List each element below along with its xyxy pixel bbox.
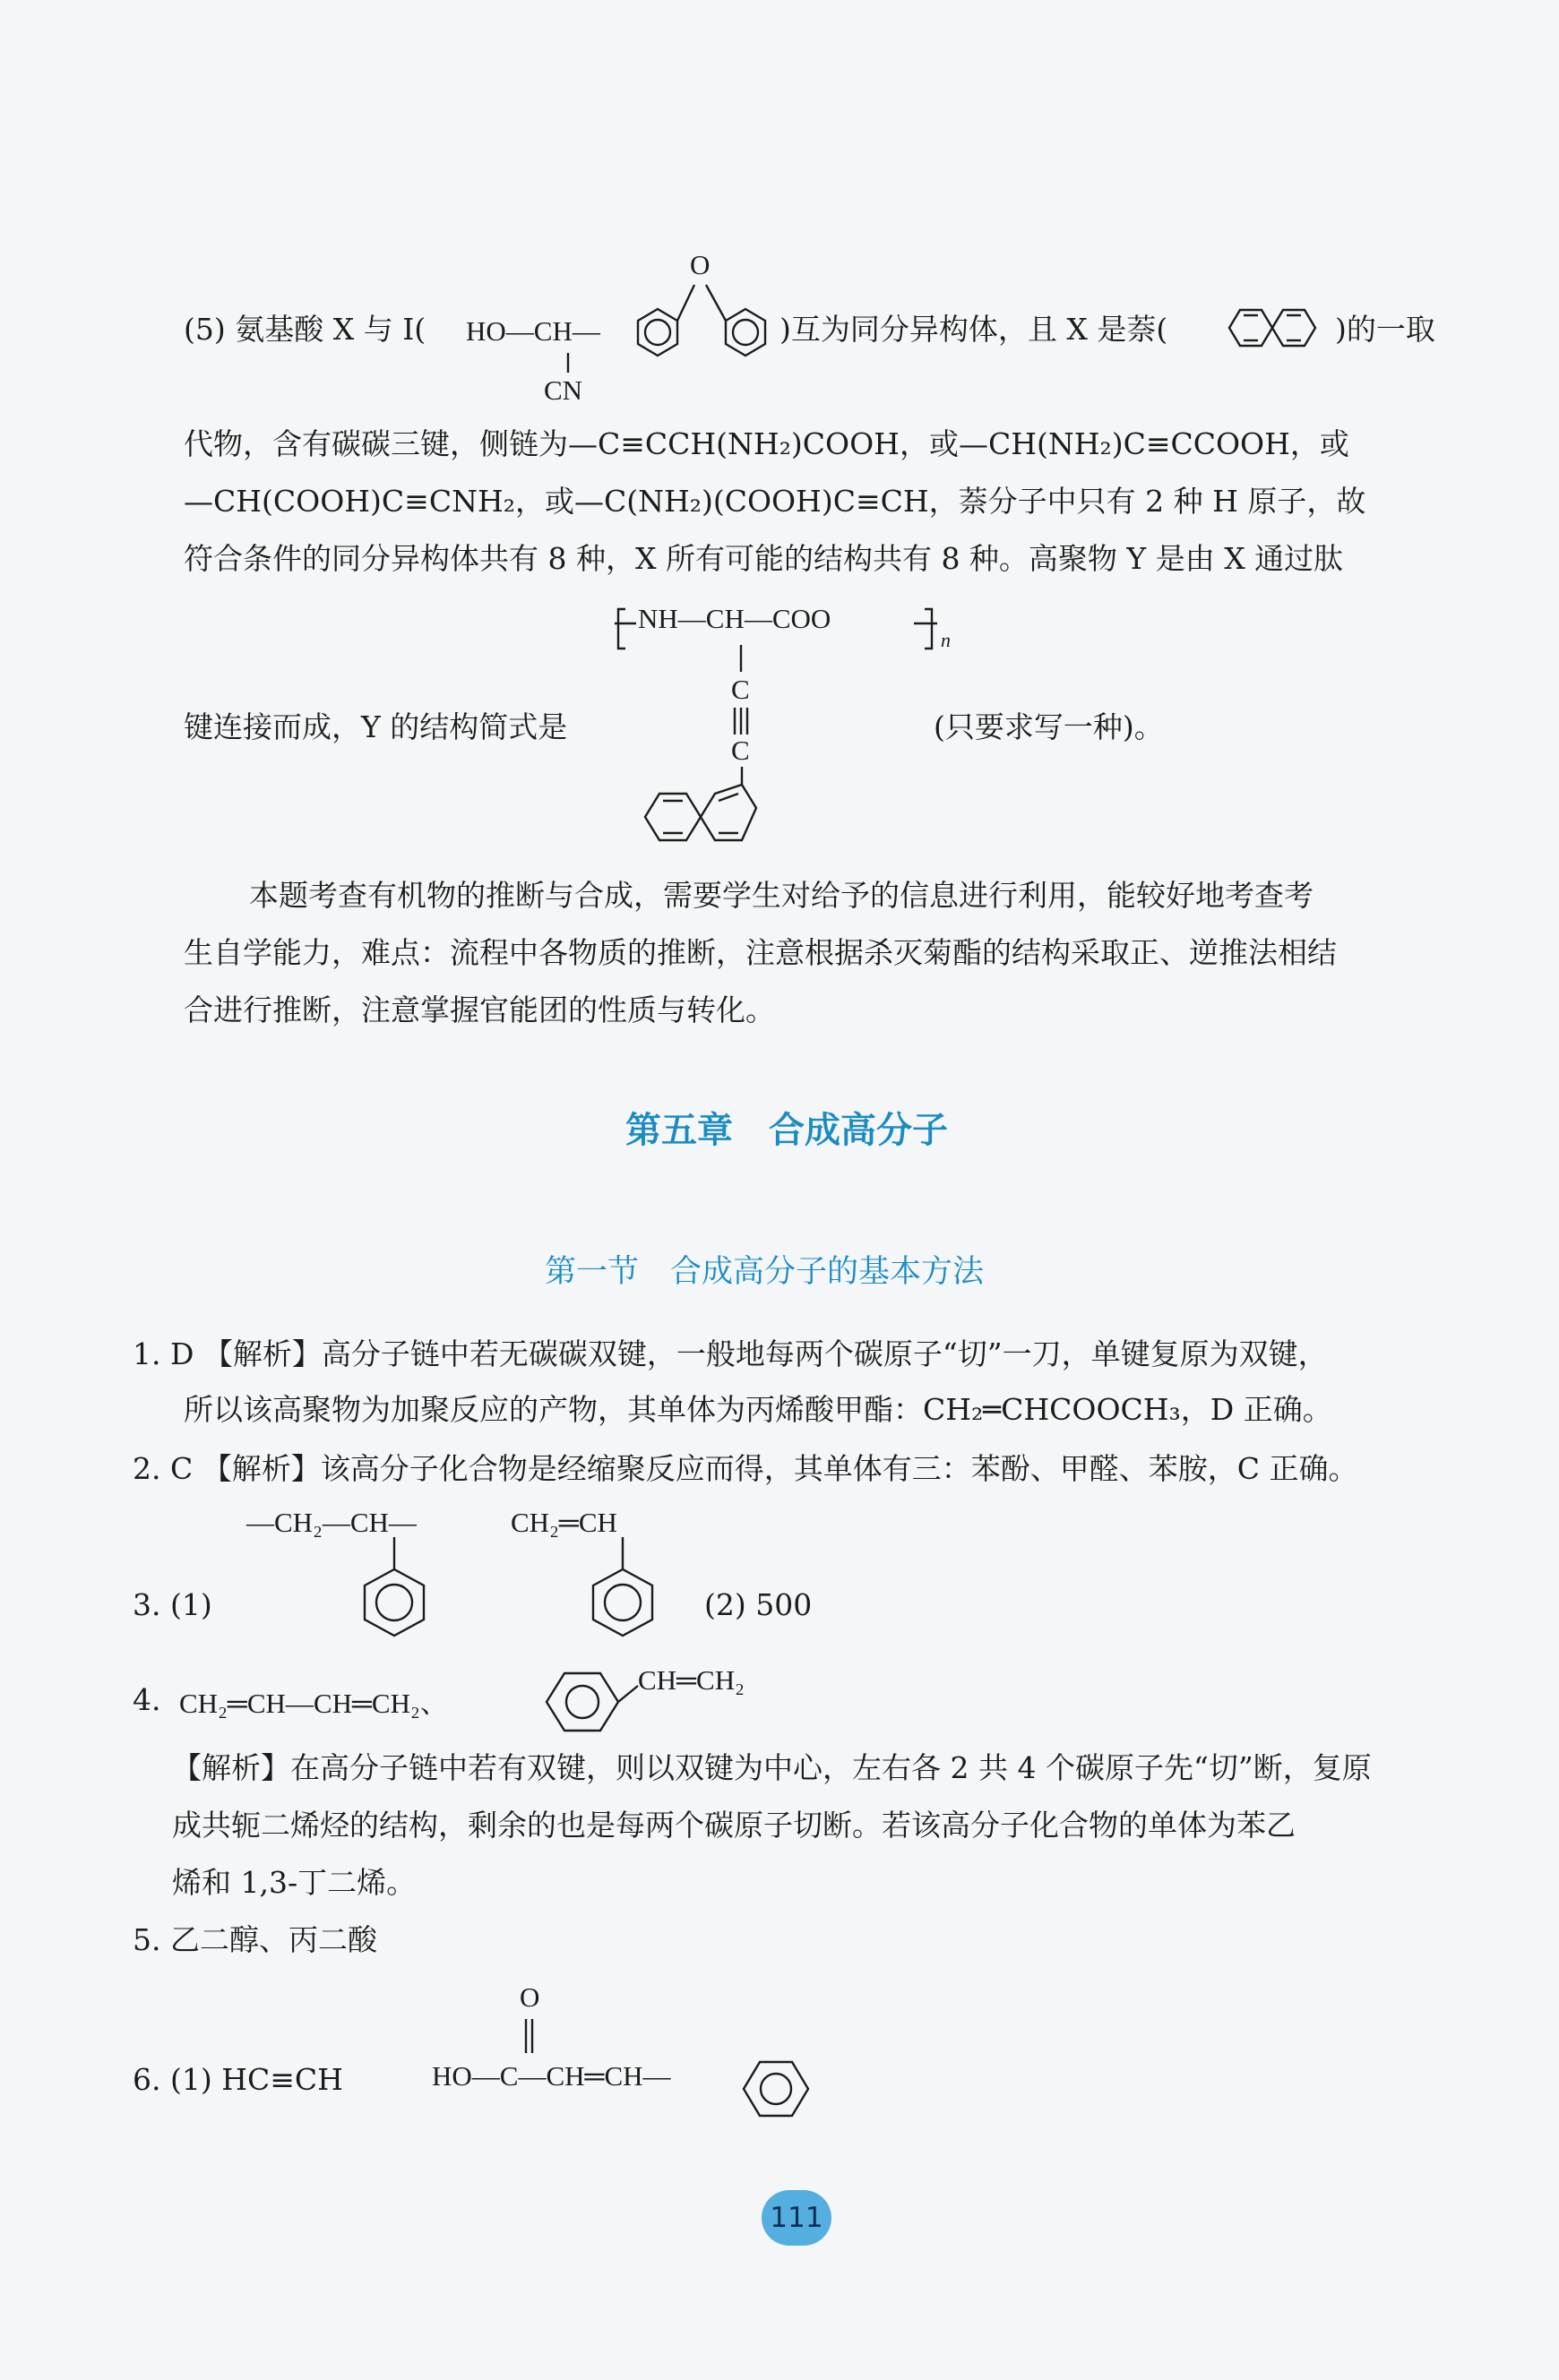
section-title: 第一节 合成高分子的基本方法: [545, 1254, 985, 1290]
q5-line2: 代物，含有碳碳三键，侧链为—C≡CCH(NH₂)COOH，或—CH(NH₂)C≡CCOOH，或: [184, 426, 1349, 461]
q5-line5-right: (只要求写一种)。: [934, 709, 1164, 744]
naphthyl-diagram: [627, 761, 788, 860]
q5-line3: —CH(COOH)C≡CNH₂，或—C(NH₂)(COOH)C≡CH，萘分子中只有 2 种 H 原子，故: [184, 484, 1366, 519]
summary-line2: 生自学能力，难点：流程中各物质的推断，注意根据杀灭菊酯的结构采取正、逆推法相结: [184, 935, 1337, 970]
answer-4-expl-line2: 成共轭二烯烃的结构，剩余的也是每两个碳原子切断。若该高分子化合物的单体为苯乙: [172, 1808, 1296, 1843]
answer-1-line2: 所以该高聚物为加聚反应的产物，其单体为丙烯酸甲酯：CH₂═CHCOOCH₃，D 正确。: [184, 1392, 1332, 1427]
polymer-subscript-n: n: [941, 629, 951, 651]
q5-intro: (5) 氨基酸 X 与 I(: [184, 312, 426, 347]
answer-3-struct1: —CH₂—CH—: [246, 1507, 417, 1538]
polymer-chain: NH—CH—COO: [638, 603, 831, 634]
styrene-ring: [538, 1657, 645, 1747]
molecule-i-diagram: [538, 269, 806, 394]
triple-carbon-1: C: [731, 674, 750, 705]
answer-6-struct: HO—C—CH═CH—: [432, 2060, 671, 2092]
benzene-ring-2: [582, 1534, 663, 1650]
chapter-title: 第五章 合成高分子: [625, 1110, 948, 1151]
q5-line4: 符合条件的同分异构体共有 8 种，X 所有可能的结构共有 8 种。高聚物 Y 是由 X 通过肽: [184, 541, 1344, 576]
summary-line3: 合进行推断，注意掌握官能团的性质与转化。: [184, 992, 775, 1027]
answer-4-vinyl: CH═CH₂: [638, 1664, 745, 1696]
q5-line5-left: 键连接而成，Y 的结构简式是: [184, 709, 568, 744]
q5-o-atom: O: [690, 249, 711, 280]
answer-6-label: 6. (1) HC≡CH: [133, 2062, 343, 2097]
q5-text-b: )互为同分异构体，且 X 是萘(: [780, 312, 1168, 347]
benzene-ring-1: [354, 1534, 435, 1650]
page-number-badge: 111: [762, 2190, 831, 2246]
answer-3-label: 3. (1): [133, 1587, 212, 1622]
triple-carbon-2: C: [731, 735, 750, 766]
answer-4-expl-line3: 烯和 1,3-丁二烯。: [172, 1865, 417, 1900]
answer-4-expl-line1: 【解析】在高分子链中若有双键，则以双键为中心，左右各 2 共 4 个碳原子先“切”断，复原: [172, 1750, 1372, 1785]
answer-1-line1: 1. D 【解析】高分子链中若无碳碳双键，一般地每两个碳原子“切”一刀，单键复原为双键，: [133, 1336, 1328, 1371]
summary-line1: 本题考查有机物的推断与合成，需要学生对给予的信息进行利用，能较好地考查考: [249, 878, 1314, 913]
answer-4-label: 4.: [133, 1682, 161, 1717]
q5-ho-ch: HO—CH—: [466, 315, 600, 347]
carbonyl-double-bond: [521, 2015, 539, 2060]
answer-4-formula: CH₂═CH—CH═CH₂、: [179, 1688, 448, 1719]
q5-text-c: )的一取: [1335, 312, 1435, 347]
cinnamic-benzene-ring: [733, 2046, 823, 2132]
answer-2: 2. C 【解析】该高分子化合物是经缩聚反应而得，其单体有三：苯酚、甲醛、苯胺，C 正确。: [133, 1451, 1358, 1486]
answer-5: 5. 乙二醇、丙二酸: [133, 1922, 377, 1957]
naphthalene-diagram: [1219, 294, 1335, 365]
answer-6-o: O: [520, 1981, 540, 2013]
q5-cn: CN: [544, 374, 583, 406]
answer-3-struct2: CH₂═CH: [511, 1507, 617, 1538]
answer-3-part2: (2) 500: [704, 1587, 813, 1622]
